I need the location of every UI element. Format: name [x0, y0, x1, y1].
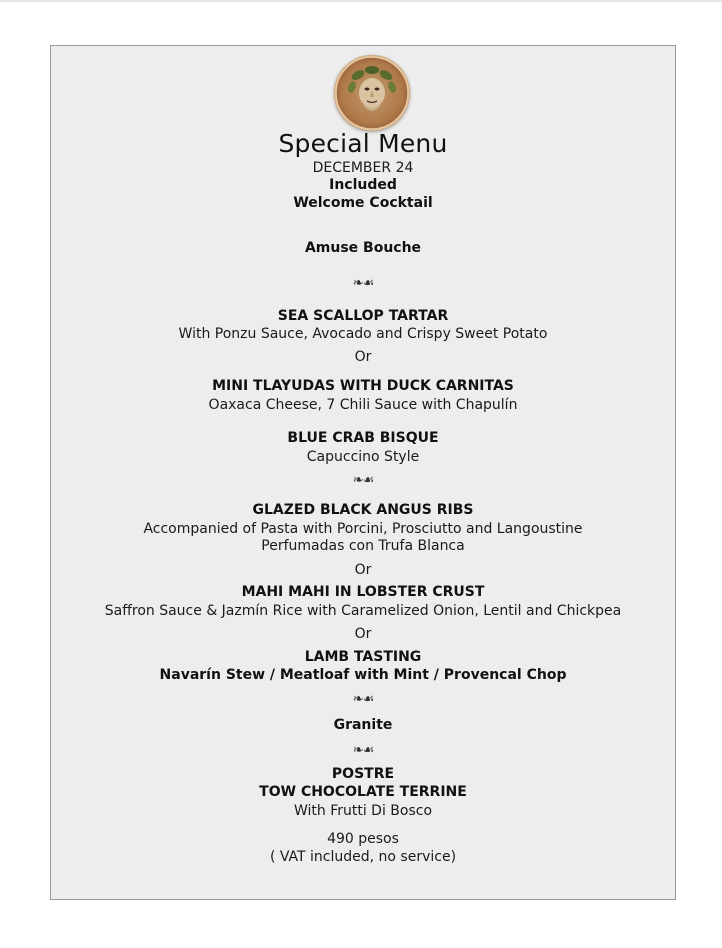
- ornament-divider-icon: ❧☙: [352, 473, 374, 488]
- or-separator: Or: [354, 349, 372, 365]
- dish-title-mahi-mahi: MAHI MAHI IN LOBSTER CRUST: [241, 584, 485, 600]
- menu-title: Special Menu: [278, 129, 448, 158]
- or-separator: Or: [354, 562, 372, 578]
- welcome-cocktail: Welcome Cocktail: [293, 195, 433, 211]
- dessert-desc: With Frutti Di Bosco: [293, 803, 433, 819]
- ornament-divider-icon: ❧☙: [352, 276, 374, 291]
- price: 490 pesos: [327, 831, 399, 847]
- dish-desc-blue-crab: Capuccino Style: [306, 449, 420, 465]
- postre-heading: POSTRE: [331, 766, 395, 782]
- dish-title-mini-tlayudas: MINI TLAYUDAS WITH DUCK CARNITAS: [212, 378, 514, 394]
- amuse-bouche: Amuse Bouche: [304, 240, 422, 256]
- ornament-divider-icon: ❧☙: [352, 743, 374, 758]
- dish-title-sea-scallop: SEA SCALLOP TARTAR: [277, 308, 449, 324]
- bacchus-face-medallion-icon: [334, 55, 410, 131]
- ornament-divider-icon: ❧☙: [352, 692, 374, 707]
- dish-desc-lamb: Navarín Stew / Meatloaf with Mint / Provencal Chop: [159, 667, 567, 683]
- price-note: ( VAT included, no service): [269, 849, 457, 865]
- dish-desc-angus-ribs-2: Perfumadas con Trufa Blanca: [261, 538, 465, 554]
- dessert-title: TOW CHOCOLATE TERRINE: [259, 784, 467, 800]
- dish-desc-angus-ribs-1: Accompanied of Pasta with Porcini, Prosciutto and Langoustine: [143, 521, 583, 537]
- dish-title-blue-crab: BLUE CRAB BISQUE: [287, 430, 439, 446]
- dish-title-lamb: LAMB TASTING: [304, 649, 422, 665]
- dish-desc-mahi-mahi: Saffron Sauce & Jazmín Rice with Caramelized Onion, Lentil and Chickpea: [104, 603, 622, 619]
- included-label: Included: [329, 177, 397, 193]
- dish-title-angus-ribs: GLAZED BLACK ANGUS RIBS: [252, 502, 474, 518]
- menu-date: DECEMBER 24: [312, 160, 414, 176]
- dish-desc-sea-scallop: With Ponzu Sauce, Avocado and Crispy Sweet Potato: [178, 326, 548, 342]
- granite: Granite: [333, 717, 393, 733]
- top-divider: [0, 0, 722, 2]
- menu-card: [50, 45, 676, 900]
- or-separator: Or: [354, 626, 372, 642]
- dish-desc-mini-tlayudas: Oaxaca Cheese, 7 Chili Sauce with Chapulín: [208, 397, 518, 413]
